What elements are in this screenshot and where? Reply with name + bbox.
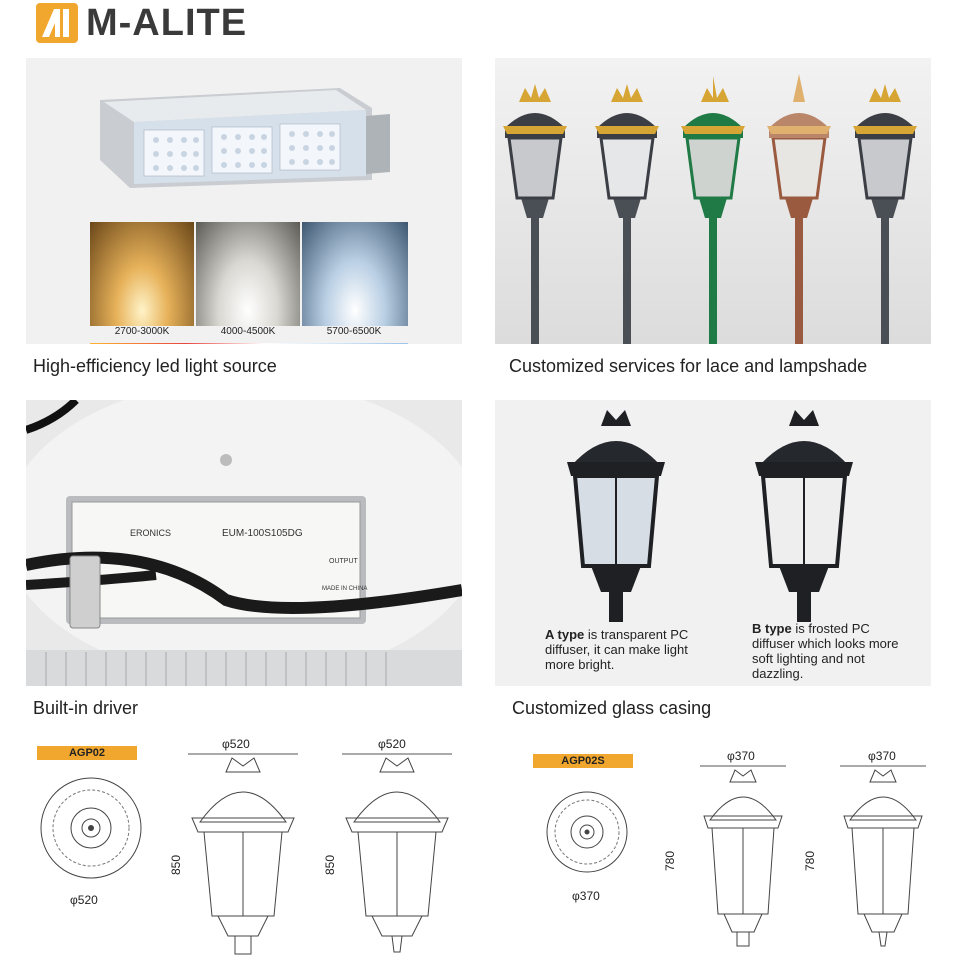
agp02-front-diameter: φ520 xyxy=(222,737,250,751)
agp02s-front-height: 780 xyxy=(663,850,678,872)
driver-label-brand: ERONICS xyxy=(130,528,172,538)
agp02-front-view xyxy=(188,752,298,956)
agp02-top-view xyxy=(36,768,146,888)
lamp-type-b-image xyxy=(749,406,859,622)
lamp-green xyxy=(681,76,745,344)
type-a-text: is transparent PC diffuser, it can make light more bright. xyxy=(545,627,689,672)
led-caption: High-efficiency led light source xyxy=(33,356,277,376)
type-a-title: A type xyxy=(545,627,585,642)
agp02s-side-diameter: φ370 xyxy=(868,749,896,763)
driver-label-model: EUM-100S105DG xyxy=(222,528,303,539)
agp02s-top-diameter: φ370 xyxy=(572,889,600,903)
type-b-description xyxy=(752,621,902,681)
lamp-dark-frosted xyxy=(595,84,659,344)
cct-warm-swatch xyxy=(90,222,194,326)
lamp-dark-clear-2 xyxy=(853,84,917,344)
led-module-image xyxy=(90,80,410,190)
driver-caption: Built-in driver xyxy=(33,698,139,718)
glass-caption: Customized glass casing xyxy=(512,698,712,718)
agp02-side-view xyxy=(342,752,452,956)
cct-cool-swatch xyxy=(302,222,408,326)
agp02-side-height: 850 xyxy=(323,854,338,876)
driver-panel xyxy=(26,400,462,686)
cct-strip xyxy=(90,222,408,344)
agp02s-side-height: 780 xyxy=(803,850,818,872)
brand-name: M-ALITE xyxy=(86,2,248,44)
agp02-top-diameter: φ520 xyxy=(70,893,98,907)
cct-label-neutral: 4000-4500K xyxy=(220,326,276,337)
led-panel xyxy=(26,58,462,344)
lamp-type-a-image xyxy=(561,406,671,622)
agp02-side-diameter: φ520 xyxy=(378,737,406,751)
cct-neutral-swatch xyxy=(196,222,300,326)
lace-panel xyxy=(495,58,931,344)
type-a-description xyxy=(545,627,705,672)
agp02s-side-view xyxy=(840,764,926,948)
driver-label-made: MADE IN CHINA xyxy=(322,586,368,592)
lamp-copper xyxy=(767,74,831,344)
driver-image xyxy=(26,400,462,686)
agp02-front-height: 850 xyxy=(169,854,184,876)
cct-gradient-bar xyxy=(90,343,408,344)
type-b-text: is frosted PC diffuser which looks more soft lighting and not dazzling. xyxy=(752,621,899,681)
cct-label-cool: 5700-6500K xyxy=(326,326,382,337)
lamp-dark-clear xyxy=(503,84,567,344)
brand-logo-icon xyxy=(36,3,78,43)
glass-panel xyxy=(495,400,931,686)
agp02s-front-view xyxy=(700,764,786,948)
agp02-tag: AGP02 xyxy=(37,746,137,760)
agp02s-front-diameter: φ370 xyxy=(727,749,755,763)
lace-caption: Customized services for lace and lampshade xyxy=(509,356,868,376)
agp02s-top-view xyxy=(545,788,629,878)
cct-label-warm: 2700-3000K xyxy=(114,326,170,337)
driver-label-output: OUTPUT xyxy=(329,558,358,565)
type-b-title: B type xyxy=(752,621,792,636)
agp02s-tag: AGP02S xyxy=(533,754,633,768)
lamp-lineup-image xyxy=(495,58,931,344)
